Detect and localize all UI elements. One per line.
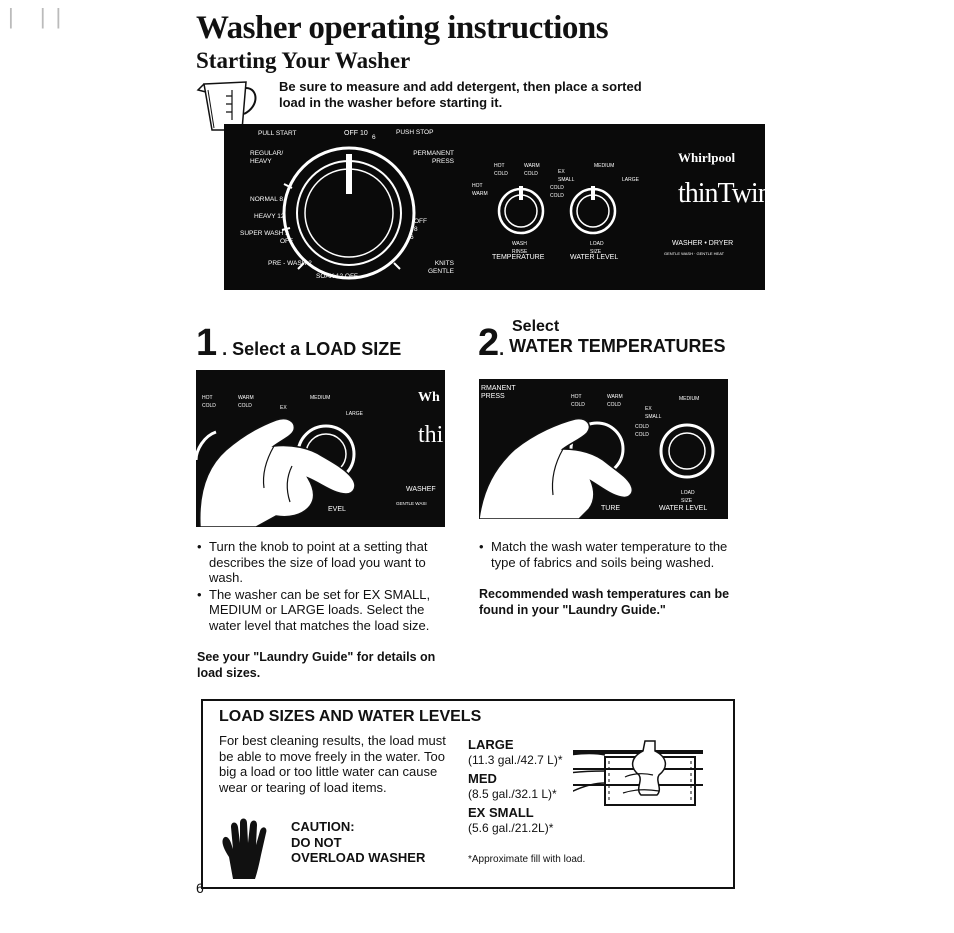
eight-label: 8: [414, 226, 418, 233]
level-med-amount: (8.5 gal./32.1 L)*: [468, 786, 557, 801]
heavy-label: HEAVY 12: [254, 213, 285, 220]
hand-turning-temp-knob-illustration: [479, 379, 728, 519]
do-not-label: DO NOT: [291, 834, 342, 850]
step1-bullet: • The washer can be set for EX SMALL, MEDIUM or LARGE loads. Select the water level that matches the load size.: [197, 587, 457, 634]
wash-rinse-label: WASH RINSE: [512, 241, 528, 255]
size-medium: MEDIUM: [594, 163, 615, 169]
load-sizes-box: [201, 699, 735, 889]
load-box-title: LOAD SIZES AND WATER LEVELS: [219, 708, 482, 725]
temp-and-size-knobs: [490, 180, 644, 242]
washer-dryer-label: WASHER • DRYER: [672, 240, 734, 247]
normal-label: NORMAL 8: [250, 196, 283, 203]
step1-heading: 1 . Select a LOAD SIZE: [196, 322, 402, 364]
step2-title-line1: Select: [512, 318, 560, 335]
water-level-list: [468, 737, 563, 836]
step2-title: WATER TEMPERATURES: [509, 336, 726, 356]
off-right-label: OFF: [414, 218, 427, 225]
caution-block: [291, 819, 425, 866]
photo2-warm-cold: WARM COLD: [607, 394, 623, 408]
caution-label: CAUTION:: [291, 819, 355, 834]
photo2-temp: TURE: [601, 505, 621, 512]
photo2-water-level: WATER LEVEL: [659, 505, 708, 512]
step1-bullets: [197, 539, 457, 634]
off10-label: OFF 10: [344, 130, 368, 137]
hand-turning-knob-illustration: [196, 370, 445, 527]
size-ex-small: EX SMALL: [558, 169, 575, 183]
intro-text: Be sure to measure and add detergent, then place a sorted load in the washer before starting it.: [279, 79, 642, 110]
photo2-load-size: LOAD SIZE: [681, 490, 695, 504]
water-level-label: WATER LEVEL: [570, 254, 619, 261]
knits-gentle-label: KNITS GENTLE: [427, 260, 454, 275]
load-size-label: LOAD SIZE: [590, 241, 604, 255]
step1-title: Select a LOAD SIZE: [232, 339, 402, 359]
level-med-name: MED: [468, 771, 497, 786]
pull-start-label: PULL START: [258, 130, 297, 137]
gentle-label: GENTLE WASH · GENTLE HEAT: [664, 251, 725, 256]
level-exsmall-name: EX SMALL: [468, 805, 534, 820]
super-wash-label: SUPER WASH 2: [240, 230, 289, 237]
photo2-medium: MEDIUM: [679, 396, 700, 402]
level-exsmall-amount: (5.6 gal./21.2L)*: [468, 820, 554, 835]
level-large-name: LARGE: [468, 737, 514, 752]
size-large: LARGE: [622, 177, 639, 183]
control-panel-image: [224, 124, 771, 290]
brand-logo: Whirlpool: [678, 150, 736, 165]
temp-hot-warm: HOT WARM: [472, 183, 488, 197]
step2-note: Recommended wash temperatures can be found in your "Laundry Guide.": [479, 587, 730, 617]
six-label: 6: [372, 134, 376, 141]
washer-tub-diagram: [573, 737, 705, 821]
step2-photo: [479, 379, 728, 519]
pre-wash-label: PRE - WASH 2: [268, 260, 312, 267]
step1-note: See your "Laundry Guide" for details on load sizes.: [197, 650, 436, 680]
push-stop-label: PUSH STOP: [396, 129, 434, 136]
cycle-dial-knob[interactable]: [274, 138, 424, 288]
photo1-ex: EX: [280, 405, 287, 411]
regular-heavy-label: REGULAR/ HEAVY: [250, 150, 284, 165]
photo1-brand: Wh: [418, 390, 440, 405]
step2-bullets: [479, 539, 739, 571]
step1-number: 1: [196, 322, 218, 364]
step2-bullet: • Match the wash water temperature to the type of fabrics and soils being washed.: [479, 539, 739, 570]
photo1-gentle: GENTLE WASI: [396, 501, 427, 506]
photo1-level: EVEL: [328, 506, 346, 513]
temperature-label: TEMPERATURE: [492, 254, 545, 261]
step1-photo: [196, 370, 445, 527]
page-number: 6: [196, 880, 204, 896]
photo2-hot-cold: HOT COLD: [571, 394, 585, 408]
off-label: OFF: [280, 238, 293, 245]
photo1-medium: MEDIUM: [310, 395, 331, 401]
level-large-amount: (11.3 gal./42.7 L)*: [468, 752, 563, 767]
step1-bullet: • Turn the knob to point at a setting that describes the size of load you want to wash.: [197, 539, 457, 586]
photo1-washer: WASHEF: [406, 486, 436, 493]
overload-label: OVERLOAD WASHER: [291, 850, 426, 865]
temp-cold-cold: COLD COLD: [550, 185, 564, 199]
temp-hot-cold: HOT COLD: [494, 163, 508, 177]
permanent-press-label: PERMANENT PRESS: [413, 150, 454, 165]
photo2-perm-press: RMANENT PRESS: [481, 385, 516, 400]
page-subtitle: Starting Your Washer: [196, 48, 411, 73]
six-right-label: 6: [410, 234, 414, 241]
margin-marks: | ||: [8, 4, 72, 29]
photo2-ex-small: EX SMALL: [645, 406, 662, 420]
model-logo: thinTwin: [678, 178, 771, 209]
load-box-body: For best cleaning results, the load must be able to move freely in the water. Too big a load or too little water can cause wear or tearing of load items.: [219, 733, 446, 795]
photo1-warm-cold: WARM COLD: [238, 395, 254, 409]
temp-warm-cold: WARM COLD: [524, 163, 540, 177]
soak-label: SOAK 12 OFF: [316, 273, 358, 280]
step2-number: 2: [478, 322, 500, 364]
footnote: *Approximate fill with load.: [468, 854, 586, 865]
photo1-model: thi: [418, 422, 444, 448]
step2-heading: 2. WATER TEMPERATURES: [478, 322, 726, 364]
photo1-large: LARGE: [346, 411, 363, 417]
page-title: Washer operating instructions: [196, 10, 609, 46]
hand-stop-icon: [219, 817, 281, 881]
photo1-hot-cold: HOT COLD: [202, 395, 216, 409]
photo2-cold-cold: COLD COLD: [635, 424, 649, 438]
